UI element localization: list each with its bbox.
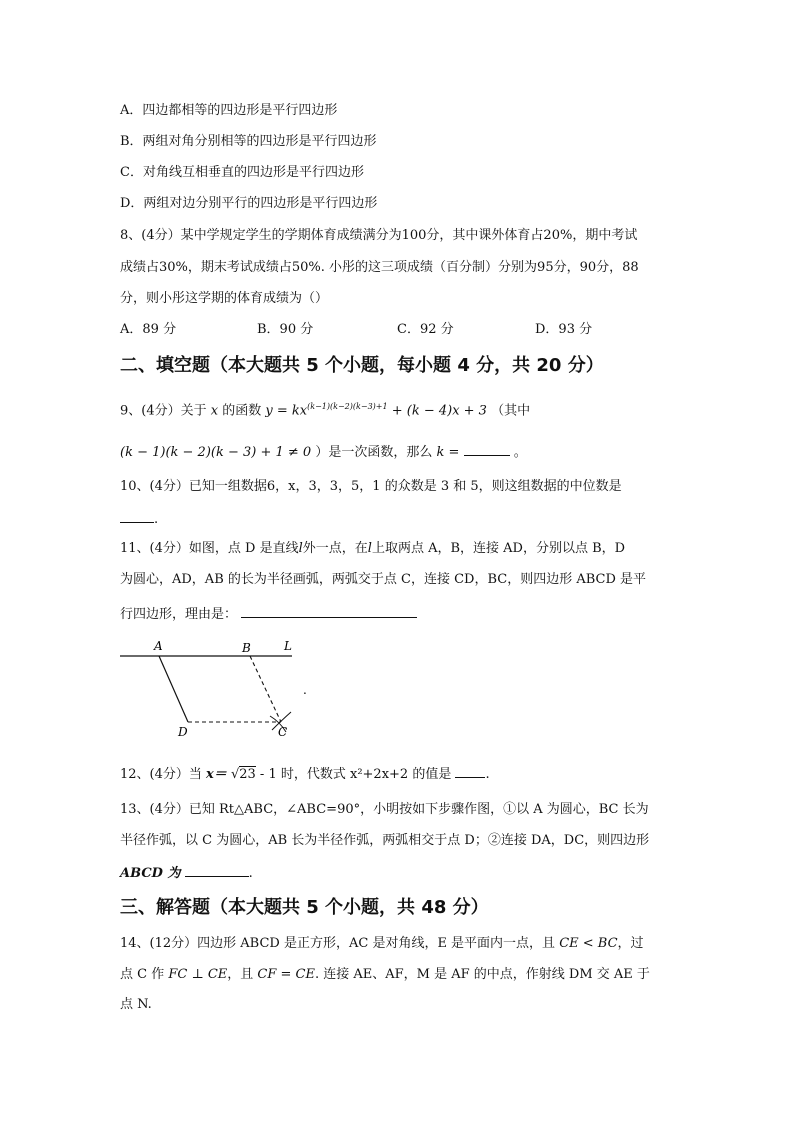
q10-end: . (154, 512, 159, 527)
q14-line-1 (120, 935, 644, 953)
q11-line-3 (120, 603, 417, 624)
q9-suffix: （其中 (491, 403, 531, 419)
q9-line-2-mid: ）是一次函数，那么 (315, 445, 433, 460)
q7-option-d: D．两组对边分别平行的四边形是平行四边形 (120, 196, 378, 211)
q14-text-d: ，且 (227, 967, 254, 982)
q13-text: ABCD 为 (120, 866, 181, 881)
label-a: A (154, 639, 163, 653)
q12-radicand: 23 (239, 767, 256, 782)
q14-line-3: 点 N. (120, 997, 152, 1012)
q11-text-b: 外一点，在 (302, 541, 368, 556)
q8-line-1: 8、(4分）某中学规定学生的学期体育成绩满分为100分，其中课外体育占20%，期中考试 (120, 228, 638, 243)
q10-answer-blank[interactable] (120, 508, 154, 523)
q9-condition: (k − 1)(k − 2)(k − 3) + 1 ≠ 0 (120, 445, 312, 460)
label-l: L (284, 639, 292, 653)
q9-k-equals: k = (436, 445, 460, 460)
q12-x-equals: x＝ (206, 767, 227, 782)
q9-line-1 (120, 398, 530, 420)
q13-line-1: 13、(4分）已知 Rt△ABC，∠ABC=90°，小明按如下步骤作图，①以 A 为圆心，BC 长为 (120, 802, 649, 817)
q10-line-1: 10、(4分）已知一组数据6，x，3，3，5，1 的众数是 3 和 5，则这组数据的中位数是 (120, 479, 622, 494)
q14-text-b: ，过 (617, 936, 644, 951)
segment-ad (159, 656, 188, 722)
q7-option-c: C．对角线互相垂直的四边形是平行四边形 (120, 165, 364, 180)
q8-line-2: 成绩占30%，期末考试成绩占50%. 小彤的这三项成绩（百分制）分别为95分，90分，88 (120, 260, 639, 275)
q11-line-2: 为圆心，AD，AB 的长为半径画弧，两弧交于点 C，连接 CD，BC，则四边形 ABCD 是平 (120, 572, 647, 587)
q9-prefix: 9、(4分）关于 (120, 403, 207, 419)
q13-end: . (248, 866, 253, 881)
figure-dot: . (303, 683, 307, 697)
q10-line-2 (120, 508, 158, 529)
q14-condition-2: FC ⊥ CE (168, 967, 228, 982)
q8-option-c: C．92 分 (397, 322, 454, 337)
q11-line-l-1: l (298, 541, 303, 556)
q9-function-tail: + (k − 4)x + 3 (391, 403, 487, 419)
q8-option-b: B．90 分 (257, 322, 314, 337)
q12-answer-blank[interactable] (455, 763, 485, 778)
segment-bc (250, 656, 281, 722)
q13-line-2: 半径作弧，以 C 为圆心，AB 长为半径作弧，两弧相交于点 D；②连接 DA，DC，则四边形 (120, 833, 650, 848)
label-b: B (242, 641, 251, 655)
q8-option-d: D．93 分 (535, 322, 593, 337)
q13-answer-blank[interactable] (185, 862, 249, 877)
q14-text-e: . 连接 AE、AF，M 是 AF 的中点，作射线 DM 交 AE 于 (314, 967, 650, 982)
q8-line-3: 分，则小彤这学期的体育成绩为（） (120, 291, 329, 306)
q14-text-c: 点 C 作 (120, 967, 165, 982)
q14-condition-1: CE < BC (559, 936, 618, 951)
q7-option-b: B．两组对角分别相等的四边形是平行四边形 (120, 134, 377, 149)
q9-answer-blank[interactable] (464, 441, 510, 456)
q9-variable-x: x (210, 403, 219, 419)
q9-function-main: y = kx (265, 403, 308, 419)
q11-text-c: 上取两点 A，B，连接 AD，分别以点 B，D (371, 541, 626, 556)
q9-mid: 的函数 (222, 403, 262, 419)
q11-text-reason: 行四边形，理由是： (120, 607, 238, 622)
q11-answer-blank[interactable] (241, 603, 417, 618)
label-c: C (278, 725, 288, 739)
q11-text-a: 11、(4分）如图，点 D 是直线 (120, 541, 299, 556)
q7-option-a: A．四边都相等的四边形是平行四边形 (120, 103, 338, 118)
q12-end: . (485, 767, 490, 782)
q9-end: 。 (513, 445, 527, 460)
q11-parallelogram-figure (110, 632, 330, 744)
q14-condition-3: CF = CE (257, 967, 315, 982)
q14-text-a: 14、(12分）四边形 ABCD 是正方形，AC 是对角线，E 是平面内一点，且 (120, 936, 556, 951)
q9-function-exponent: (k−1)(k−2)(k−3)+1 (307, 402, 388, 411)
q12-mid: - 1 时，代数式 x²+2x+2 的值是 (259, 767, 452, 782)
q12-line (120, 763, 490, 784)
q14-line-2 (120, 966, 650, 984)
q12-prefix: 12、(4分）当 (120, 767, 202, 782)
section-2-heading: 二、填空题（本大题共 5 个小题，每小题 4 分，共 20 分） (120, 355, 604, 376)
section-3-heading: 三、解答题（本大题共 5 个小题，共 48 分） (120, 897, 489, 918)
q8-option-a: A．89 分 (120, 322, 177, 337)
q13-line-3 (120, 862, 253, 883)
q12-sqrt: √23 (230, 767, 256, 782)
q11-line-l-2: l (367, 541, 372, 556)
q9-line-2 (120, 441, 527, 462)
q11-line-1 (120, 540, 625, 558)
label-d: D (178, 725, 188, 739)
